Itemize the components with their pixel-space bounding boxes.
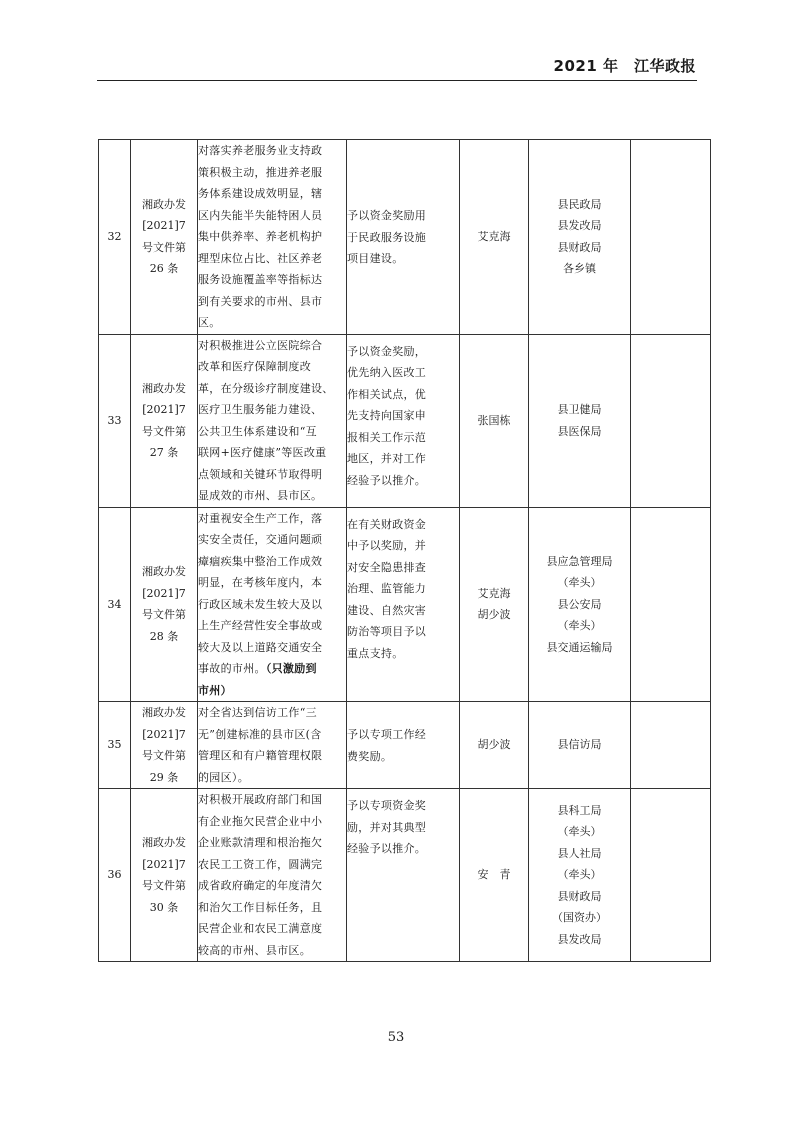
leader-line: 胡少波 — [477, 738, 511, 752]
content-line: 的园区）。 — [198, 770, 249, 784]
empty-cell — [631, 789, 711, 962]
dept-line: 县卫健局 — [557, 403, 602, 416]
dept-line: 县公安局 — [557, 597, 602, 611]
measure-cell — [347, 789, 460, 962]
content-line: 区内失能半失能特困人员 — [198, 208, 323, 222]
leader-line: 安 青 — [477, 868, 511, 882]
content-emphasis-tail: 市州） — [198, 683, 232, 697]
row-number-cell — [99, 507, 131, 702]
doc-line: [2021]7 — [142, 219, 186, 233]
measure-line: 予以资金奖励用 — [347, 209, 427, 222]
dept-line: （国资办） — [552, 911, 607, 925]
header-title: 2021 年 江华政报 — [553, 57, 696, 75]
document-ref-cell — [131, 702, 198, 789]
content-line: 明显，在考核年度内，本 — [198, 576, 323, 589]
row-number: 36 — [107, 868, 122, 882]
doc-line: 湘政办发 — [142, 381, 186, 395]
measure-line: 予以资金奖励， — [347, 344, 427, 358]
table-row — [99, 789, 711, 962]
measure-line: 优先纳入医改工 — [347, 366, 427, 379]
dept-line: 县人社局 — [557, 846, 602, 860]
dept-line: 各乡镇 — [563, 262, 596, 276]
measure-line: 防治等项目予以 — [347, 625, 427, 638]
measure-cell — [347, 507, 460, 702]
document-ref-cell — [131, 507, 198, 702]
content-line: 对重视安全生产工作，落 — [198, 511, 323, 525]
dept-line: 县应急管理局 — [546, 554, 613, 568]
document-ref-cell — [131, 789, 198, 962]
content-line: 到有关要求的市州、县市 — [198, 294, 323, 308]
doc-line: 湘政办发 — [142, 836, 186, 849]
content-line: 对落实养老服务业支持政 — [198, 144, 323, 157]
header-rule — [97, 80, 697, 81]
measure-cell — [347, 140, 460, 335]
department-cell — [529, 334, 631, 507]
content-line: 服务设施覆盖率等指标达 — [198, 273, 323, 286]
measure-line: 予以专项工作经 — [347, 728, 427, 741]
content-line: 对积极开展政府部门和国 — [198, 793, 323, 806]
content-line: 和治欠工作目标任务，且 — [198, 900, 323, 914]
document-ref-cell — [131, 140, 198, 335]
measure-cell — [347, 334, 460, 507]
content-line: 上生产经营性安全事故或 — [198, 619, 323, 632]
doc-line: 26 条 — [149, 262, 179, 276]
content-line: 无”创建标准的县市区(含 — [198, 727, 322, 741]
dept-line: 县财政局 — [557, 889, 602, 903]
dept-line: 县发改局 — [557, 219, 602, 233]
content-line: 有企业拖欠民营企业中小 — [198, 814, 323, 828]
content-line: 事故的市州。（只激励到 — [198, 662, 317, 675]
leader-cell — [460, 140, 529, 335]
leader-line: 张国栋 — [477, 413, 511, 427]
doc-line: [2021]7 — [142, 403, 186, 416]
content-line: 公共卫生体系建设和“互 — [198, 424, 317, 438]
dept-line: 县交通运输局 — [546, 640, 613, 654]
row-number-cell — [99, 702, 131, 789]
doc-line: 号文件第 — [142, 608, 186, 622]
leader-cell — [460, 789, 529, 962]
measure-line: 报相关工作示范 — [347, 430, 427, 444]
leader-line: 艾克海 — [477, 586, 511, 600]
content-line: 行政区域未发生较大及以 — [198, 597, 323, 611]
leader-line: 胡少波 — [477, 608, 511, 622]
leader-cell — [460, 334, 529, 507]
row-number: 32 — [107, 230, 122, 243]
measure-line: 在有关财政资金 — [347, 517, 427, 531]
content-line: 策积极主动，推进养老服 — [198, 165, 323, 179]
content-line: 务体系建设成效明显，辖 — [198, 187, 323, 200]
incentive-content-cell — [198, 789, 347, 962]
row-number: 33 — [107, 413, 122, 427]
measure-line: 先支持向国家申 — [347, 409, 427, 422]
doc-line: [2021]7 — [142, 586, 186, 600]
leader-cell — [460, 702, 529, 789]
measure-line: 费奖励。 — [347, 749, 393, 763]
dept-line: （牵头） — [557, 868, 602, 882]
content-line: 对全省达到信访工作“三 — [198, 706, 317, 719]
measure-line: 建设、自然灾害 — [347, 603, 427, 617]
content-line: 革，在分级诊疗制度建设、 — [198, 381, 334, 395]
content-line: 实安全责任，交通问题顽 — [198, 533, 323, 546]
measure-line: 重点支持。 — [347, 646, 404, 660]
leader-line: 艾克海 — [477, 230, 511, 243]
content-emphasis: （只激励到 — [265, 662, 317, 675]
dept-line: （牵头） — [557, 825, 602, 839]
doc-line: [2021]7 — [142, 727, 186, 741]
doc-line: 30 条 — [149, 900, 179, 914]
measure-line: 予以专项资金奖 — [347, 799, 427, 812]
content-line: 理型床位占比、社区养老 — [198, 251, 323, 265]
dept-line: （牵头） — [557, 619, 602, 632]
content-line: 显成效的市州、县市区。 — [198, 489, 323, 502]
incentive-content-cell — [198, 702, 347, 789]
measure-line: 经验予以推介。 — [347, 473, 427, 487]
page-number: 53 — [387, 1030, 405, 1045]
content-line: 点领域和关键环节取得明 — [198, 467, 323, 481]
dept-line: 县科工局 — [557, 803, 602, 817]
doc-line: 号文件第 — [142, 240, 186, 254]
measure-line: 治理、监管能力 — [347, 582, 427, 595]
table-row — [99, 507, 711, 702]
empty-cell — [631, 702, 711, 789]
row-number-cell — [99, 789, 131, 962]
measure-line: 对安全隐患排查 — [347, 560, 427, 574]
doc-line: 号文件第 — [142, 879, 186, 892]
policy-table — [98, 139, 711, 962]
measure-line: 作相关试点，优 — [347, 387, 427, 401]
dept-line: 县医保局 — [557, 424, 602, 438]
measure-line: 项目建设。 — [347, 252, 404, 265]
dept-line: 县信访局 — [557, 738, 602, 752]
content-line: 集中供养率、养老机构护 — [198, 230, 323, 243]
department-cell — [529, 789, 631, 962]
doc-line: 湘政办发 — [142, 706, 186, 719]
department-cell — [529, 702, 631, 789]
content-line: 较大及以上道路交通安全 — [198, 640, 323, 654]
row-number: 35 — [107, 738, 122, 752]
doc-line: 湘政办发 — [142, 197, 186, 211]
doc-line: 号文件第 — [142, 749, 186, 762]
incentive-content-cell — [198, 334, 347, 507]
row-number-cell — [99, 334, 131, 507]
measure-cell — [347, 702, 460, 789]
empty-cell — [631, 140, 711, 335]
content-line: 企业账款清理和根治拖欠 — [198, 836, 323, 849]
doc-line: 29 条 — [149, 770, 179, 784]
document-ref-cell — [131, 334, 198, 507]
department-cell — [529, 140, 631, 335]
measure-line: 于民政服务设施 — [347, 230, 427, 244]
dept-line: （牵头） — [557, 576, 602, 589]
content-line: 对积极推进公立医院综合 — [198, 338, 323, 352]
measure-line: 中予以奖励，并 — [347, 539, 427, 552]
leader-cell — [460, 507, 529, 702]
content-line: 医疗卫生服务能力建设、 — [198, 403, 323, 416]
dept-line: 县发改局 — [557, 932, 602, 946]
incentive-content-cell — [198, 507, 347, 702]
content-line: 成省政府确定的年度清欠 — [198, 879, 323, 892]
measure-line: 地区，并对工作 — [347, 452, 427, 465]
row-number-cell — [99, 140, 131, 335]
content-line: 区。 — [198, 316, 221, 329]
doc-line: [2021]7 — [142, 857, 186, 871]
content-line: 瘴痼疾集中整治工作成效 — [198, 554, 323, 568]
dept-line: 县民政局 — [557, 197, 602, 211]
table-row — [99, 702, 711, 789]
doc-line: 湘政办发 — [142, 565, 186, 579]
department-cell — [529, 507, 631, 702]
empty-cell — [631, 334, 711, 507]
content-line: 管理区和有户籍管理权限 — [198, 749, 323, 762]
empty-cell — [631, 507, 711, 702]
content-line: 联网+医疗健康”等医改重 — [198, 446, 327, 459]
table-row — [99, 140, 711, 335]
measure-line: 经验予以推介。 — [347, 842, 427, 855]
incentive-content-cell — [198, 140, 347, 335]
measure-line: 励，并对其典型 — [347, 820, 427, 834]
doc-line: 27 条 — [149, 446, 179, 459]
content-line: 改革和医疗保障制度改 — [198, 360, 311, 373]
doc-line: 号文件第 — [142, 424, 186, 438]
row-number: 34 — [107, 597, 122, 611]
dept-line: 县财政局 — [557, 240, 602, 254]
table-row — [99, 334, 711, 507]
content-line: 农民工工资工作，圆满完 — [198, 857, 323, 871]
content-line: 民营企业和农民工满意度 — [198, 922, 323, 935]
content-line: 较高的市州、县市区。 — [198, 943, 311, 957]
doc-line: 28 条 — [149, 629, 179, 643]
